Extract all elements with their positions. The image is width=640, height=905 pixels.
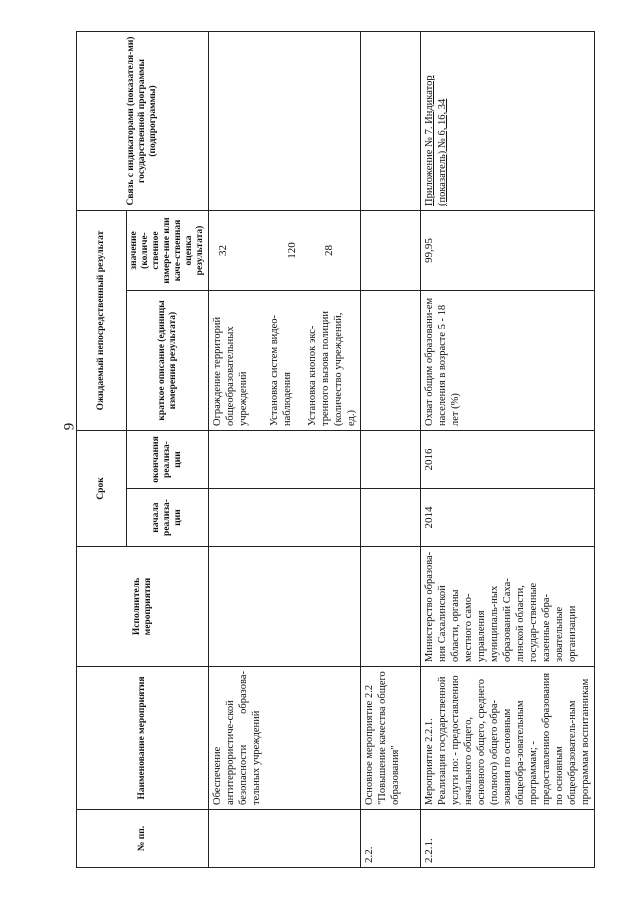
row-num: 2.2.: [361, 810, 421, 868]
row-executor: [209, 547, 361, 667]
result-value: 120: [286, 242, 298, 259]
row-results: [209, 291, 361, 431]
header-link: Связь с индикаторами (показателя-ми) государственной программы (подпрограммы): [77, 32, 209, 211]
row-name: Мероприятие 2.2.1. Реализация государственной услуги по: - предоставлению начального общего, основного общего, среднего (полного) общего обра-зования по основным общеобра-зовательным программам; - предоставлению образования по основным общеобразователь-ным программам воспитанникам: [421, 667, 595, 810]
row-start: 2014: [421, 489, 595, 547]
row-num: [209, 810, 361, 868]
row-values: [209, 211, 361, 291]
header-executor: Исполнитель мероприятия: [77, 547, 209, 667]
header-term: Срок: [77, 431, 127, 547]
row-executor: [361, 547, 421, 667]
row-values: [361, 211, 421, 291]
row-end: [361, 431, 421, 489]
rotated-table-frame: [76, 32, 595, 868]
row-executor: Министерство образова-ния Сахалинской области, органы местного само-управления муниципаль-ных образований Саха-линской области, государ-ственные казенные обра-зовательные организации: [421, 547, 595, 667]
table-row: [361, 32, 421, 868]
result-value: 99,95: [423, 238, 435, 263]
result-value: 28: [323, 245, 335, 256]
header-result: Ожидаемый непосредственный результат: [77, 211, 127, 431]
header-result-desc: краткое описание (единицы измерения результата): [127, 291, 209, 431]
row-results: [361, 291, 421, 431]
header-term-end: окончания реализа-ции: [127, 431, 209, 489]
header-result-value: значение (количе-ственное измере-ние или каче-ственная оценка результата): [127, 211, 209, 291]
header-num: № пп.: [77, 810, 209, 868]
row-num: 2.2.1.: [421, 810, 595, 868]
header-name: Наименование мероприятия: [77, 667, 209, 810]
row-name: Обеспечение антитеррористиче-ской безопасности образова-тельных учреждений: [209, 667, 361, 810]
result-item: Установка систем видео-наблюдения: [269, 314, 293, 426]
table-row: [421, 32, 595, 868]
row-name: Основное мероприятие 2.2 "Повышение качества общего образования": [361, 667, 421, 810]
result-item: Охват общим образовани-ем населения в возрасте 5 - 18 лет (%): [424, 297, 461, 426]
table-row: [209, 32, 361, 868]
row-link: [209, 32, 361, 211]
header-term-start: начала реализа-ции: [127, 489, 209, 547]
row-start: [361, 489, 421, 547]
row-values: [421, 211, 595, 291]
row-link: Приложение № 7. Индикатор (показатель) № 6, 16, 34: [421, 32, 595, 211]
measures-table: [76, 31, 595, 868]
row-end: 2016: [421, 431, 595, 489]
result-item: Ограждение территорий общеобразовательных учреждений: [212, 316, 249, 426]
row-end: [209, 431, 361, 489]
page-number: 9: [61, 422, 78, 431]
row-link: [361, 32, 421, 211]
row-start: [209, 489, 361, 547]
result-value: 32: [217, 245, 229, 256]
row-results: [421, 291, 595, 431]
result-item: Установка кнопок экс-тренного вызова полиции (количество учреждений, ед.): [307, 311, 357, 426]
